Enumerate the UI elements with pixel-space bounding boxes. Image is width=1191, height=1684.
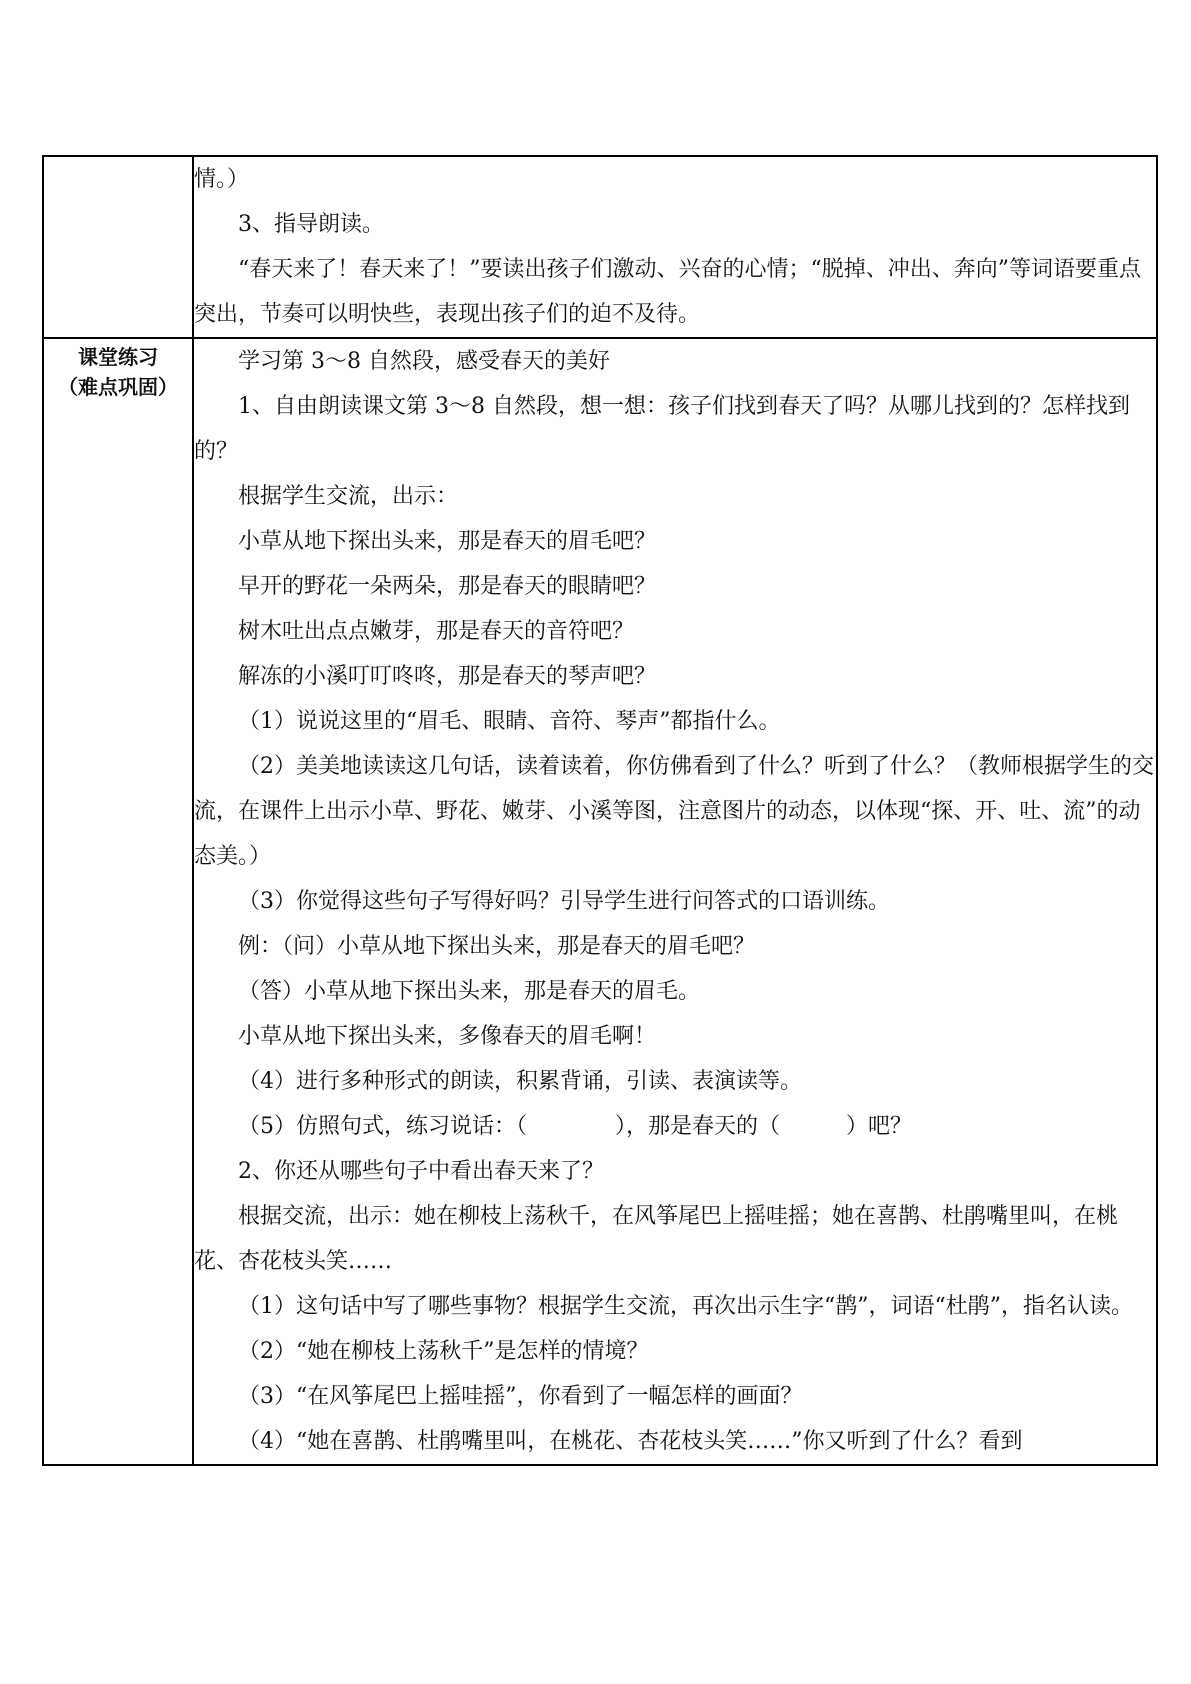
row-label: [44, 339, 192, 402]
paragraph-example-exclaim: 小草从地下探出头来，多像春天的眉毛啊！: [238, 1024, 657, 1049]
paragraph-subq-4: （4）进行多种形式的朗读，积累背诵，引读、表演读等。: [238, 1069, 802, 1094]
paragraph-example-question: 例：（问）小草从地下探出头来，那是春天的眉毛吧？: [238, 934, 756, 959]
paragraph-subq-5: （5）仿照句式，练习说话：（ ），那是春天的（ ）吧？: [238, 1114, 912, 1139]
paragraph-question-1: 1、自由朗读课文第 3～8 自然段，想一想：孩子们找到春天了吗？从哪儿找到的？怎样找到的？: [194, 394, 1130, 464]
paragraph-sentence-trees: 树木吐出点点嫩芽，那是春天的音符吧？: [238, 619, 635, 644]
paragraph-subq2-3: （3）“在风筝尾巴上摇哇摇”，你看到了一幅怎样的画面？: [238, 1384, 803, 1409]
paragraph-show-intro: 根据学生交流，出示：: [238, 484, 459, 509]
paragraph-subq2-1: （1）这句话中写了哪些事物？根据学生交流，再次出示生字“鹊”，词语“杜鹃”，指名认读。: [238, 1294, 1133, 1319]
paragraph-sentence-flowers: 早开的野花一朵两朵，那是春天的眼睛吧？: [238, 574, 657, 599]
paragraph-question-2: 2、你还从哪些句子中看出春天来了？: [238, 1159, 604, 1184]
table-row-classroom-practice: [43, 338, 1157, 1465]
paragraph-example-answer: （答）小草从地下探出头来，那是春天的眉毛。: [238, 979, 701, 1004]
paragraph-section-intro: 学习第 3～8 自然段，感受春天的美好: [238, 349, 610, 374]
paragraph-subq-1: （1）说说这里的“眉毛、眼睛、音符、琴声”都指什么。: [238, 709, 781, 734]
paragraph-continuation: 情。）: [194, 167, 250, 192]
row-label-cell-empty: [43, 156, 193, 338]
paragraph-subq-3: （3）你觉得这些句子写得好吗？引导学生进行问答式的口语训练。: [238, 889, 890, 914]
lesson-plan-table: [42, 155, 1158, 1466]
table-row-reading-guidance: [43, 156, 1157, 338]
paragraph-subq2-2: （2）“她在柳枝上荡秋千”是怎样的情境？: [238, 1339, 649, 1364]
paragraph-reading-guide-title: 3、指导朗读。: [238, 212, 384, 237]
paragraph-subq2-4: （4）“她在喜鹊、杜鹃嘴里叫，在桃花、杏花枝头笑……”你又听到了什么？看到: [238, 1429, 1023, 1454]
row-label-cell-practice: [43, 338, 193, 1465]
paragraph-subq-2: （2）美美地读读这几句话，读着读着，你仿佛看到了什么？听到了什么？（教师根据学生的交流，在课件上出示小草、野花、嫩芽、小溪等图，注意图片的动态，以体现“探、开、吐、流”的动态美。）: [194, 754, 1155, 869]
classroom-practice-cell: [193, 338, 1157, 1465]
paragraph-show-spring: 根据交流，出示：她在柳枝上荡秋千，在风筝尾巴上摇哇摇；她在喜鹊、杜鹃嘴里叫，在桃花、杏花枝头笑……: [194, 1204, 1119, 1274]
row-label-line-2: （难点巩固）: [58, 375, 178, 399]
row-label-line-1: 课堂练习: [78, 345, 158, 369]
paragraph-sentence-stream: 解冻的小溪叮叮咚咚，那是春天的琴声吧？: [238, 664, 657, 689]
paragraph-sentence-grass: 小草从地下探出头来，那是春天的眉毛吧？: [238, 529, 657, 554]
paragraph-reading-guide-detail: “春天来了！春天来了！”要读出孩子们激动、兴奋的心情；“脱掉、冲出、奔向”等词语要重点突出，节奏可以明快些，表现出孩子们的迫不及待。: [194, 257, 1141, 327]
reading-guidance-cell: [193, 156, 1157, 338]
